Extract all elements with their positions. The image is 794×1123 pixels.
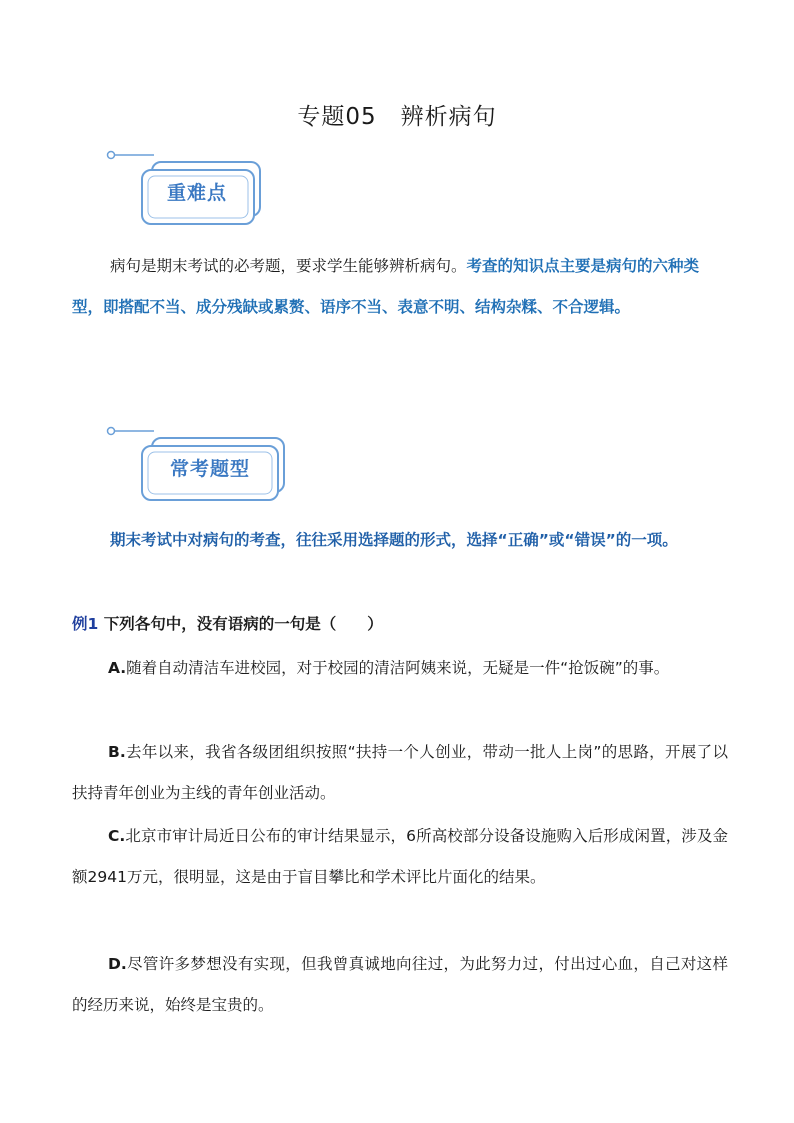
option-text: 随着自动清洁车进校园，对于校园的清洁阿姨来说，无疑是一件“抢饭碗”的事。 <box>126 659 670 677</box>
option-key: C. <box>108 827 126 845</box>
intro-highlight-text: 考查的知识点主要是病句的六种类型，即搭配不当、成分残缺或累赘、语序不当、表意不明、结构杂糅、不合逻辑。 <box>72 257 700 316</box>
example-question-text: 下列各句中，没有语病的一句是（ ） <box>103 615 383 633</box>
section-badge-question-types <box>104 424 294 504</box>
option-key: B. <box>108 743 126 761</box>
example-question <box>72 604 728 645</box>
option-text: 去年以来，我省各级团组织按照“扶持一个人创业，带动一批人上岗”的思路，开展了以扶持青年创业为主线的青年创业活动。 <box>72 743 728 802</box>
option-text: 尽管许多梦想没有实现，但我曾真诚地向往过，为此努力过，付出过心血，自己对这样的经历来说，始终是宝贵的。 <box>72 955 728 1014</box>
badge-label: 重难点 <box>166 182 227 204</box>
intro-plain-text: 病句是期末考试的必考题，要求学生能够辨析病句。 <box>110 257 467 275</box>
example-label: 例1 <box>72 615 99 633</box>
exam-note-paragraph: 期末考试中对病句的考查，往往采用选择题的形式，选择“正确”或“错误”的一项。 <box>110 531 678 549</box>
intro-paragraph <box>72 246 728 328</box>
option-text: 北京市审计局近日公布的审计结果显示，6所高校部分设备设施购入后形成闲置，涉及金额2941万元，很明显，这是由于盲目攀比和学术评比片面化的结果。 <box>72 827 728 886</box>
option-d <box>72 944 728 1026</box>
option-c <box>72 816 728 898</box>
option-key: A. <box>108 659 127 677</box>
section-badge-key-points <box>104 148 294 228</box>
option-key: D. <box>108 955 127 973</box>
option-b <box>72 732 728 814</box>
page-title: 专题05 辨析病句 <box>297 104 497 130</box>
option-a <box>72 648 728 689</box>
badge-label: 常考题型 <box>169 458 250 480</box>
